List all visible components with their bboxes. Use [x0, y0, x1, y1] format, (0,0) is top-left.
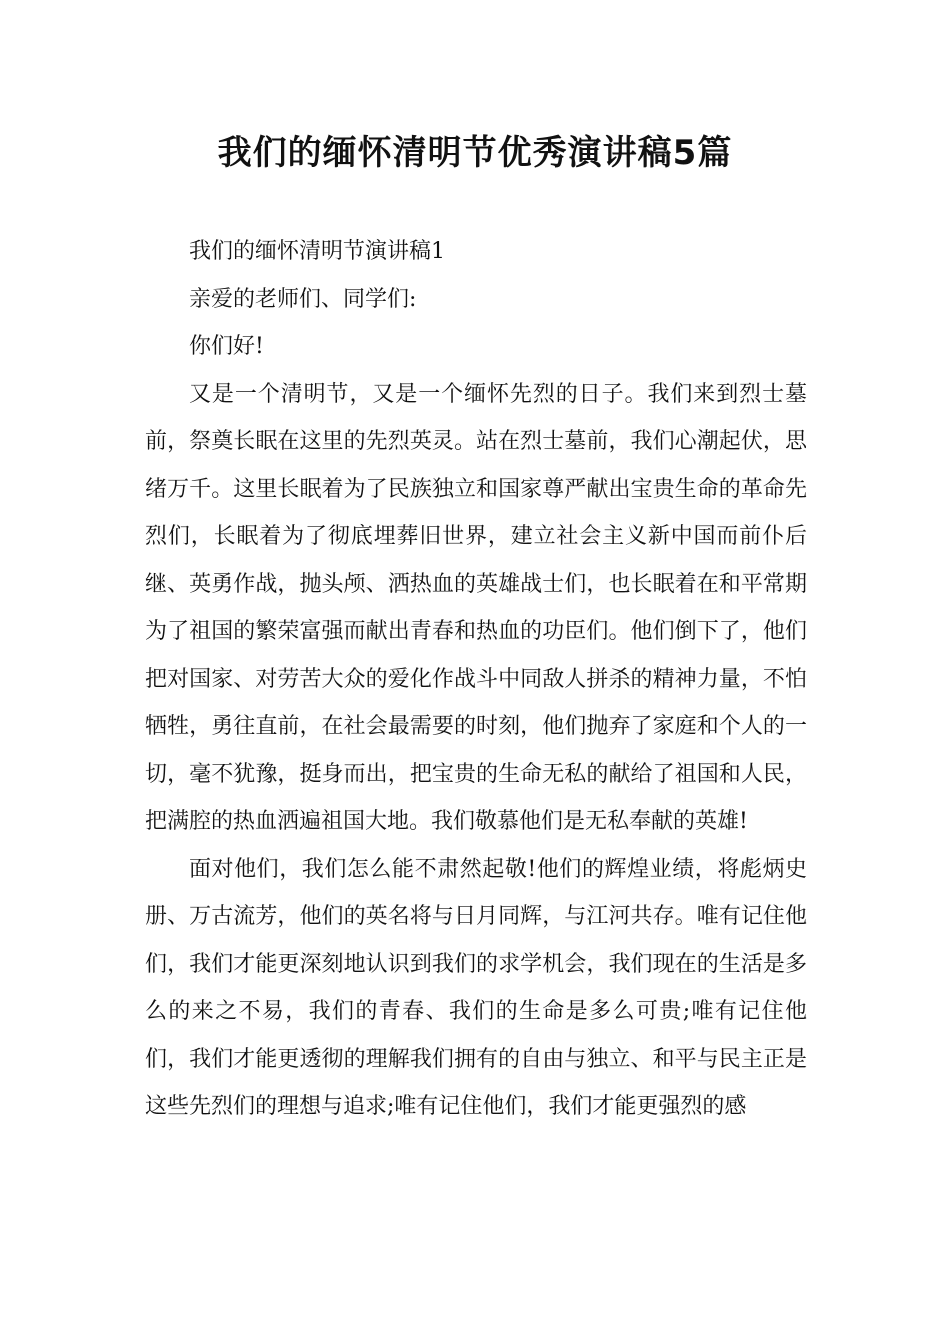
body-paragraph: 面对他们，我们怎么能不肃然起敬!他们的辉煌业绩，将彪炳史册、万古流芳，他们的英名将与日月同辉，与江河共存。唯有记住他们，我们才能更深刻地认识到我们的求学机会，我们现在的生活是多么的来之不易，我们的青春、我们的生命是多么可贵;唯有记住他们，我们才能更透彻的理解我们拥有的自由与独立、和平与民主正是这些先烈们的理想与追求;唯有记住他们，我们才能更强烈的感	[145, 856, 807, 1119]
document-body	[145, 228, 807, 1131]
section-heading: 我们的缅怀清明节演讲稿1	[189, 239, 445, 264]
greeting: 你们好!	[189, 334, 264, 359]
salutation: 亲爱的老师们、同学们:	[189, 286, 417, 312]
body-paragraph: 又是一个清明节，又是一个缅怀先烈的日子。我们来到烈士墓前，祭奠长眠在这里的先烈英灵。站在烈士墓前，我们心潮起伏，思绪万千。这里长眠着为了民族独立和国家尊严献出宝贵生命的革命先烈们，长眠着为了彻底埋葬旧世界，建立社会主义新中国而前仆后继、英勇作战，抛头颅、洒热血的英雄战士们，也长眠着在和平常期为了祖国的繁荣富强而献出青春和热血的功臣们。他们倒下了，他们把对国家、对劳苦大众的爱化作战斗中同敌人拼杀的精神力量，不怕牺牲，勇往直前，在社会最需要的时刻，他们抛弃了家庭和个人的一切，毫不犹豫，挺身而出，把宝贵的生命无私的献给了祖国和人民，把满腔的热血洒遍祖国大地。我们敬慕他们是无私奉献的英雄!	[145, 381, 807, 834]
document-title: 我们的缅怀清明节优秀演讲稿5篇	[217, 133, 733, 173]
